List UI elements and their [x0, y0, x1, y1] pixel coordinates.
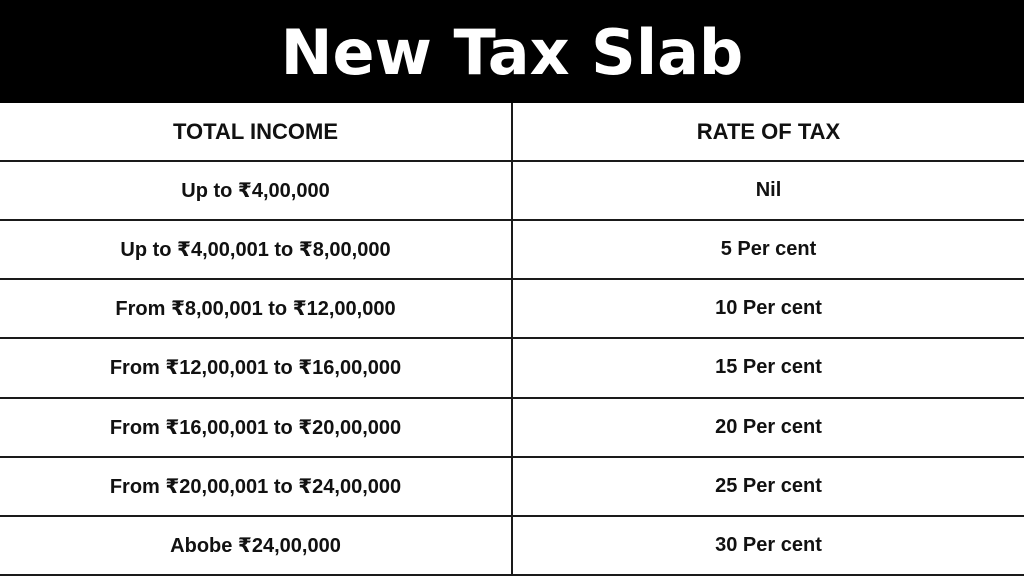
rate-cell: 30 Per cent — [512, 516, 1024, 575]
table-row — [0, 516, 1024, 575]
table-row — [0, 220, 1024, 279]
column-header-rate-of-tax: RATE OF TAX — [512, 103, 1024, 161]
table-row — [0, 161, 1024, 220]
income-cell: Up to ₹4,00,000 — [0, 161, 512, 220]
rate-cell: 15 Per cent — [512, 338, 1024, 397]
title-banner — [0, 0, 1024, 103]
table-row — [0, 338, 1024, 397]
rate-cell: 10 Per cent — [512, 279, 1024, 338]
column-header-total-income: TOTAL INCOME — [0, 103, 512, 161]
rate-cell: 5 Per cent — [512, 220, 1024, 279]
rate-cell: 25 Per cent — [512, 457, 1024, 516]
income-cell: From ₹16,00,001 to ₹20,00,000 — [0, 398, 512, 457]
table-row — [0, 398, 1024, 457]
tax-slab-table — [0, 103, 1024, 576]
income-cell: Up to ₹4,00,001 to ₹8,00,000 — [0, 220, 512, 279]
page-title: New Tax Slab — [280, 15, 744, 89]
income-cell: Abobe ₹24,00,000 — [0, 516, 512, 575]
rate-cell: 20 Per cent — [512, 398, 1024, 457]
table-header-row — [0, 103, 1024, 161]
table-row — [0, 457, 1024, 516]
income-cell: From ₹12,00,001 to ₹16,00,000 — [0, 338, 512, 397]
income-cell: From ₹20,00,001 to ₹24,00,000 — [0, 457, 512, 516]
income-cell: From ₹8,00,001 to ₹12,00,000 — [0, 279, 512, 338]
table-row — [0, 279, 1024, 338]
rate-cell: Nil — [512, 161, 1024, 220]
